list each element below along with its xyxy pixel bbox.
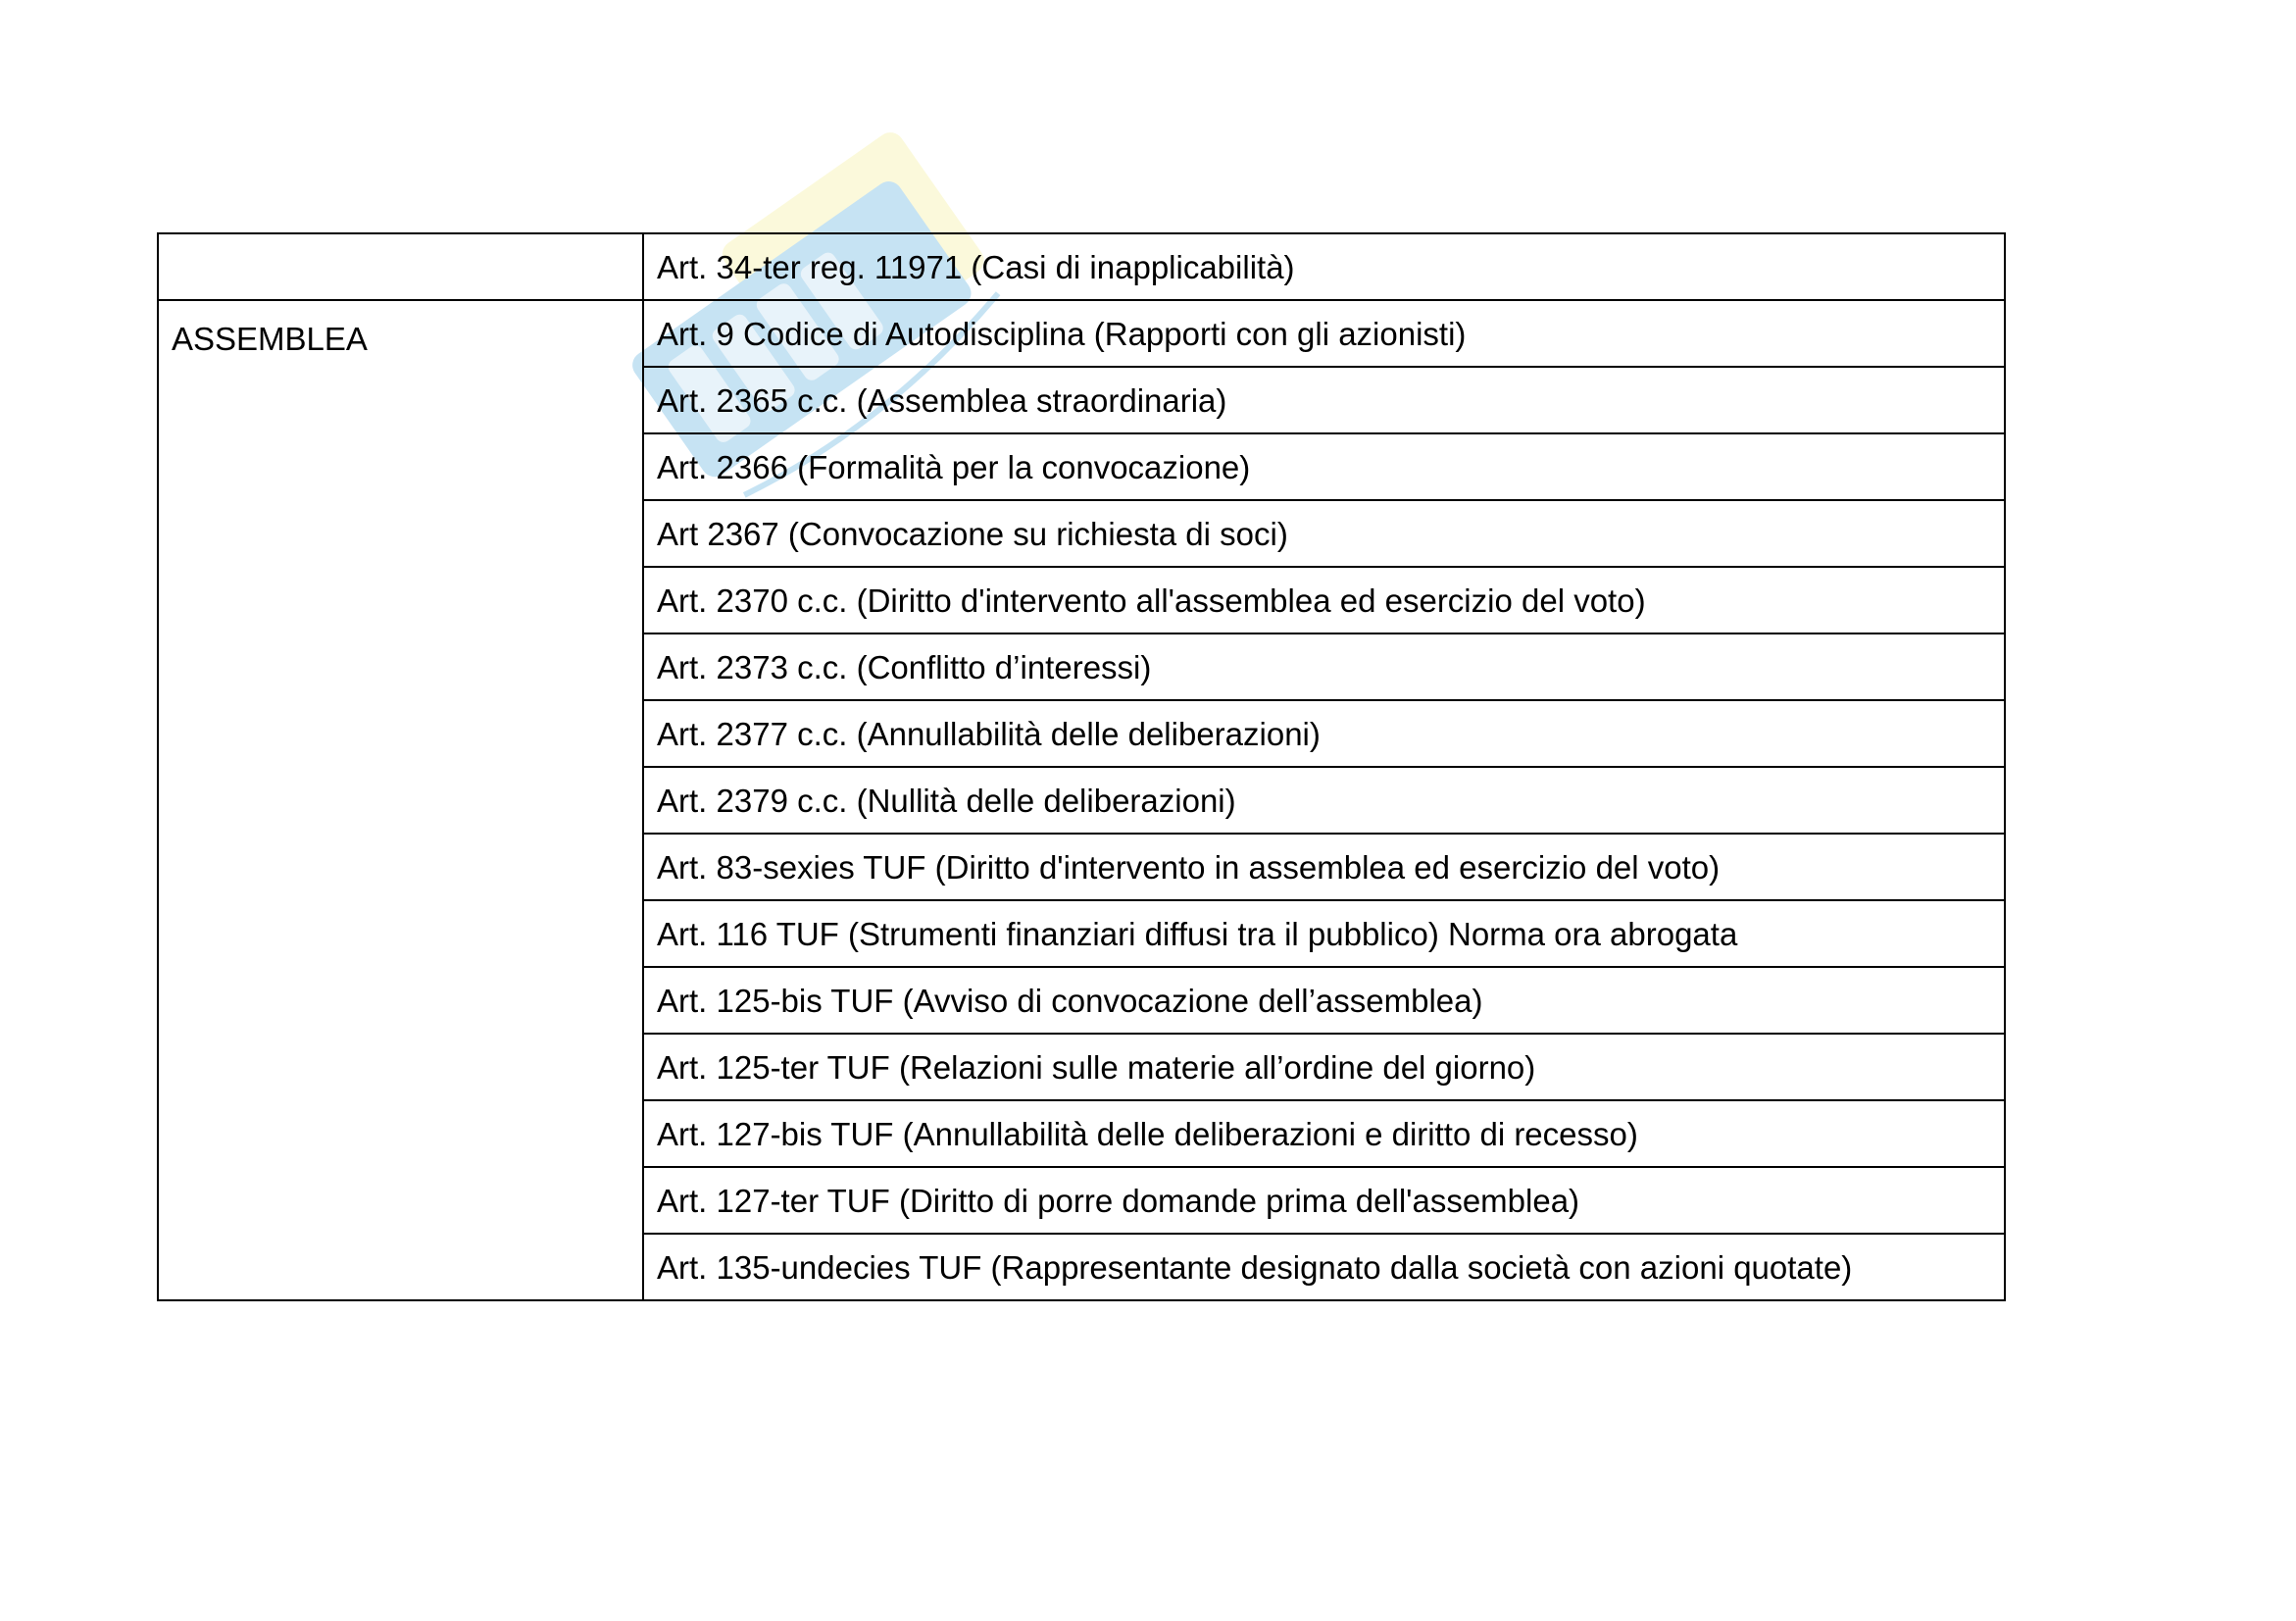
section-cell-empty bbox=[158, 233, 643, 300]
article-cell: Art 2367 (Convocazione su richiesta di soci) bbox=[643, 500, 2005, 567]
table-row bbox=[158, 233, 2005, 300]
article-cell: Art. 127-bis TUF (Annullabilità delle deliberazioni e diritto di recesso) bbox=[643, 1100, 2005, 1167]
article-cell: Art. 2365 c.c. (Assemblea straordinaria) bbox=[643, 367, 2005, 433]
article-cell: Art. 9 Codice di Autodisciplina (Rapporti con gli azionisti) bbox=[643, 300, 2005, 367]
article-cell: Art. 135-undecies TUF (Rappresentante designato dalla società con azioni quotate) bbox=[643, 1234, 2005, 1300]
article-cell: Art. 34-ter reg. 11971 (Casi di inapplicabilità) bbox=[643, 233, 2005, 300]
article-cell: Art. 116 TUF (Strumenti finanziari diffusi tra il pubblico) Norma ora abrogata bbox=[643, 900, 2005, 967]
article-cell: Art. 125-bis TUF (Avviso di convocazione dell’assemblea) bbox=[643, 967, 2005, 1034]
article-cell: Art. 125-ter TUF (Relazioni sulle materie all’ordine del giorno) bbox=[643, 1034, 2005, 1100]
section-cell-assemblea: ASSEMBLEA bbox=[158, 300, 643, 1300]
norms-table bbox=[157, 232, 2006, 1301]
article-cell: Art. 2366 (Formalità per la convocazione) bbox=[643, 433, 2005, 500]
article-cell: Art. 83-sexies TUF (Diritto d'intervento in assemblea ed esercizio del voto) bbox=[643, 834, 2005, 900]
article-cell: Art. 2373 c.c. (Conflitto d’interessi) bbox=[643, 633, 2005, 700]
norms-table-body bbox=[158, 233, 2005, 1300]
article-cell: Art. 2377 c.c. (Annullabilità delle deliberazioni) bbox=[643, 700, 2005, 767]
article-cell: Art. 2370 c.c. (Diritto d'intervento all'assemblea ed esercizio del voto) bbox=[643, 567, 2005, 633]
article-cell: Art. 2379 c.c. (Nullità delle deliberazioni) bbox=[643, 767, 2005, 834]
article-cell: Art. 127-ter TUF (Diritto di porre domande prima dell'assemblea) bbox=[643, 1167, 2005, 1234]
table-row bbox=[158, 300, 2005, 367]
